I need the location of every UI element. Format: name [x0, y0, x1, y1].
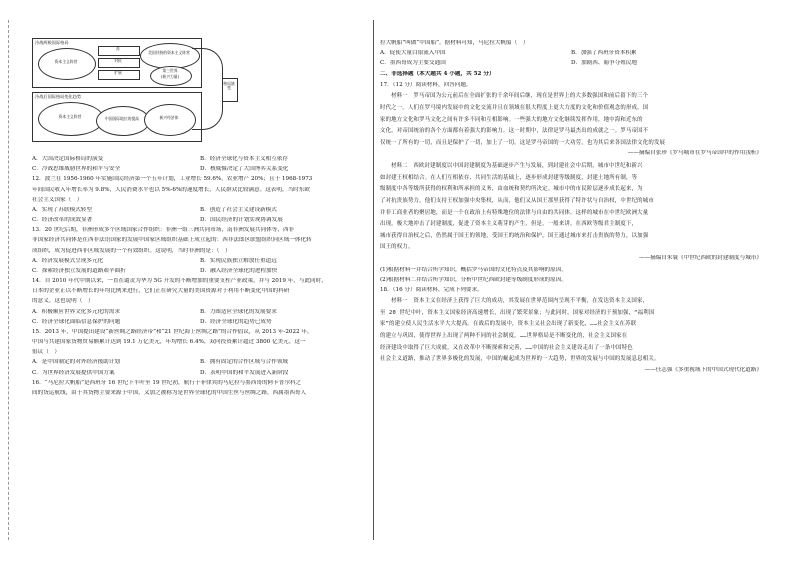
- q16-option-a: A．促使大量白银流入中国: [380, 50, 446, 57]
- q12-options-row2: [32, 217, 368, 224]
- column-divider: [373, 20, 374, 540]
- q16-options-row2: [380, 60, 762, 67]
- q17-title: 17．（12 分）阅读材料，回答问题。: [380, 82, 472, 89]
- q14-option-a: A．积极顺应世界文化多元化的需求: [32, 308, 120, 315]
- q14-option-d: D．经济全球化的趋势已成势: [200, 318, 272, 325]
- q15-option-a: A．是中国制定的对外经济援助计划: [32, 359, 120, 366]
- q18-material1-line5: 经济建设中取得了巨大成就，又在改革中不断探索和完善，……中国的社会主义建设走出了一条中国特色: [380, 344, 633, 351]
- q15-stem-line3: 倡议（ ）: [32, 349, 60, 356]
- diagram-top-inner1: 苏: [116, 46, 120, 51]
- binding-line: [8, 20, 10, 540]
- q16-continued: 拉大帆船”叫做“中国船”。据材料可知，马尼拉大帆船（ ）: [380, 40, 529, 46]
- diagram-top-inner3: 扩展: [114, 70, 122, 75]
- diagram-top-right-node2: 第三世界: [162, 68, 178, 73]
- q11-option-b: B．经济全球化与资本主义相互依存: [200, 156, 289, 162]
- q17-question1: (1)根据材料一并结合所学知识，概括罗马帝国的文化特点及其影响的原因。: [380, 266, 567, 273]
- q18-material1-line1: 材料一 资本主义在经济上获得了巨大的成功，其发展在世界范围内呈现不平衡，在发达资本主义国家，: [391, 298, 649, 305]
- q13-options-row2: [32, 268, 368, 275]
- q17-material1-line1: 材料一 罗马帝国为公元前后在全面扩张的千余年间后继，现在是世界上的大多数强国和前后留下的三个: [391, 93, 649, 100]
- q17-material2: [380, 162, 762, 251]
- q15-stem-line2: 中国与共建国家货物贸易额累计达到 19.1 万亿美元，年均增长 6.4%，双向投资累计超过 3800 亿美元。这一: [32, 339, 306, 346]
- q17-material2-line2: 如封建王权相结合。在人们互相依存、共同生活的基础上，逐步形成封建等级制度，封建土地所有制，等: [380, 174, 638, 181]
- q15-stem-line1: 15．2013 年，中国提出建设“新丝绸之路经济带”和“21 世纪海上丝绸之路”的合作倡议，从 2013 年-2022 年，: [32, 328, 313, 335]
- q17-material2-line6: 出现，极大地冲击了封建制度，促进了资本主义萌芽的产生，但是，一般来讲，在西欧等级君主制度下，: [380, 221, 638, 228]
- q17-material1-line5: 仅统一了所有的一切，而且是保护了一切，加上了一切。这是罗马帝国的一大功劳，也为其后来各国法律文化的发展: [380, 139, 666, 146]
- q17-material1-line3: 家的地方文化和罗马文化之间有许多不同和互相影响。一些强大的地方文化继续发挥作用，地中海和近东的: [380, 116, 643, 123]
- q11-options-row1: [32, 156, 368, 163]
- q14-stem-line2: 日本的企业正以不断增长的年均比例来进行，它们正在研究大量的美国资源对于利用不断变化中国的科研: [32, 288, 290, 295]
- q17-material2-line7: 城市获得自治权之后，仍然属于国王的领地，受国王的统治和保护，国王通过城市来打击贵族的势力，以加强: [380, 232, 649, 239]
- q13-stem-line3: 成组织，成为促进西非区域发展的一个有效组织。这说明，当时非洲的是：（ ）: [32, 247, 231, 254]
- section-two-heading: 二、非选择题（本大题共 4 小题，共 52 分）: [380, 71, 495, 78]
- q16-stem-line1: 16．“马尼拉大帆船”是西班牙 16 世纪下半叶至 19 世纪初，航行于菲律宾的马尼拉与墨西哥的阿卡普尔科之: [32, 379, 302, 386]
- diagram-bottom-center-node: 中国国际地位的提高: [104, 116, 140, 121]
- q16-option-b: B．加强了西班牙资本积累: [571, 50, 637, 57]
- q18-material1-line4: 的建立与巩固，使得世界上出现了两种不同的社会制度，……世界格局是不断变化的，社会主义国家在: [380, 332, 628, 339]
- q13-option-d: D．融入经济全球化的进程加快: [200, 267, 278, 274]
- q17-source2: ——摘编自朱寰《中世纪西欧的封建制度与城市》: [638, 254, 762, 261]
- q17-material2-line5: 并非工商业者的聚居地，而是一个在政治上有特殊地位的法律与自由的共同体。这样的城市在中世纪欧洲大量: [380, 209, 649, 216]
- q18-material1-line2: 至 20 世纪中叶，资本主义国家经济高速增长，出现了繁荣景象；与此同时，国家对经济的干预加强，“福利国: [380, 309, 655, 316]
- q18-title: 18．（16 分）阅读材料，完成下列要求。: [380, 287, 483, 294]
- q15-option-d: D．表明中国的和平发展进入新阶段: [200, 369, 289, 376]
- q11-option-a: A．大国决定国际格局的演变: [32, 156, 104, 162]
- q14-option-b: B．力图适应全球化的发展要求: [200, 308, 277, 315]
- q13-stem-line1: 13．20 世纪后期，非洲形成多个区域国家合作组织：非洲一组三洲共同市场，南非洲发展共同体等，西非: [32, 227, 295, 234]
- q17-material1-line4: 文化，对帝国统治的各个方面都有着强大的影响力。这一时期中，法律是罗马最杰出的成就之一。罗马帝国不: [380, 128, 649, 135]
- diagram-bottom-left-node: 资本主义阵营: [58, 114, 82, 119]
- pattern-diagram: [32, 38, 252, 148]
- diagram-side-label: 格局演变: [223, 81, 235, 91]
- q14-options-row1: [32, 309, 368, 316]
- q16-stem-line2: 间的货运航线，由于其货物主要来源于中国，又加之被称为是世界全球化的中国生丝与丝绸之路，西属墨西哥人: [32, 389, 307, 396]
- q17-source1: ——摘编自张珍《罗马城市在罗马帝国中的作用浅析》: [627, 150, 762, 157]
- q13-stem-line2: 非国家经济共同体是在西非法语国家的发展中国家区域组织基础上成立起的：西非法郎区联盟组织向区域一体化转: [32, 237, 312, 244]
- q14-options-row2: [32, 319, 368, 326]
- q13-option-b: B．实现民族独立解放任重道远: [200, 257, 277, 264]
- q12-option-b: B．创造了社会主义建设新模式: [200, 206, 277, 213]
- q13-option-a: A．经济发展模式呈现多元化: [32, 257, 104, 264]
- q17-material2-line4: 了对抗贵族势力，他们支持王权加强中央集权，从而，他们又从国王那里获得了特许状与自治权，中世纪的城市: [380, 197, 654, 204]
- q13-options-row1: [32, 258, 368, 265]
- q12-options-row1: [32, 207, 368, 214]
- q12-option-d: D．国民经济的计划实现协调发展: [200, 217, 283, 224]
- q11-option-c: C．冷战思维威胁世界的和平与安全: [32, 166, 121, 173]
- q11-options-row2: [32, 166, 368, 173]
- q12-option-c: C．经济改革的成效显著: [32, 217, 93, 224]
- q18-material1: [380, 297, 762, 363]
- q12-stem-line1: 12．波兰在 1956-1960 年实施国民经济第一个五年计划，工业增长 59.6%，农业增产 20%；且于 1968-1973: [32, 176, 313, 183]
- q15-options-row2: [32, 370, 368, 377]
- diagram-bottom-title: 冷战后国际格局变化趋势: [35, 94, 82, 99]
- q12-option-a: A．实现了苏联模式转型: [32, 206, 92, 213]
- diagram-top-left-node: 资本主义阵营: [54, 59, 78, 64]
- q14-option-c: C．经济全球化面临信息保护的问题: [32, 318, 121, 325]
- q17-material2-line3: 级制度中各等级所获得的权利和所承担的义务，由血统和契约所决定。城市中的市民阶层逐步成长起来，为: [380, 186, 643, 193]
- q16-option-d: D．加剧西、葡争夺殖民地: [571, 60, 638, 67]
- q15-option-b: B．拥有固定的合作区域与合作领域: [200, 359, 289, 366]
- left-column: [32, 38, 368, 400]
- q17-question2: (2)根据材料二并结合所学知识，分析中世纪西欧封建等级制度形成的原因。: [380, 276, 567, 283]
- diagram-top-right-outer: (新兴力量): [160, 74, 180, 79]
- q18-material1-line6: 社会主义道路，推动了世界多极化的发展，中国的崛起成为世界的一大趋势，世界的发展与中国的发展息息相关。: [380, 356, 660, 363]
- diagram-top-title: 冷战两极国际格局: [35, 40, 69, 45]
- q12-stem-line3: 社会主义国家（ ）: [32, 196, 83, 203]
- q17-material2-line8: 国王的权力。: [380, 244, 414, 251]
- q15-options-row1: [32, 359, 368, 366]
- q18-material1-line3: 家”的建立使人民生活水平大大提高。在战后的发展中，资本主义社会出现了新变化，……社会主义在苏联: [380, 321, 637, 328]
- diagram-connector: [192, 48, 223, 130]
- diagram-top-right-node1: 美国扶持的资本主义阵营: [148, 50, 190, 55]
- q13-option-c: C．探索经济独立发展的道路艰辛曲折: [32, 267, 126, 274]
- q11-option-d: D．核威慑决定了大国博弈关系变化: [200, 166, 289, 173]
- q17-material2-line1: 材料二 西欧封建制度以中国封建制度为基础逐步产生与发展，到封建社会中后期，城市中世纪和新兴: [391, 163, 643, 170]
- q14-stem-line1: 14．自 2010 年代中期以来，一直在谴责为华为 5G 开发的不断增加的重要支柱产业政策，并与 2019 年，与此同时，: [32, 278, 327, 285]
- q14-stem-line3: 的意义。这也说明（ ）: [32, 298, 94, 305]
- diagram-top-center-node: 对抗: [114, 58, 122, 63]
- q12-stem-line2: 年间国民收入年增长率为 9.8%，人民消费水平也以 5%-6%的速度增长，人民群众比较满意。这表明，当时东欧: [32, 186, 310, 193]
- q17-material1-line2: 时代之一。人们在罗马境内发展中的文化交流并且在领域在很大程度上更大力度的文化和价值观念的形成。国: [380, 105, 649, 112]
- q18-source1: ——任志强《多重视域下的中国式现代化道路》: [644, 366, 762, 373]
- q16-option-c: C．墨西哥成为主要交通国: [380, 60, 446, 67]
- diagram-bottom-right-node: 新兴经济体: [159, 115, 179, 120]
- q16-options-row1: [380, 50, 762, 57]
- q15-option-c: C．为世界经济发展提供中国方案: [32, 369, 115, 376]
- right-column: [380, 40, 762, 379]
- q17-material1: [380, 92, 762, 147]
